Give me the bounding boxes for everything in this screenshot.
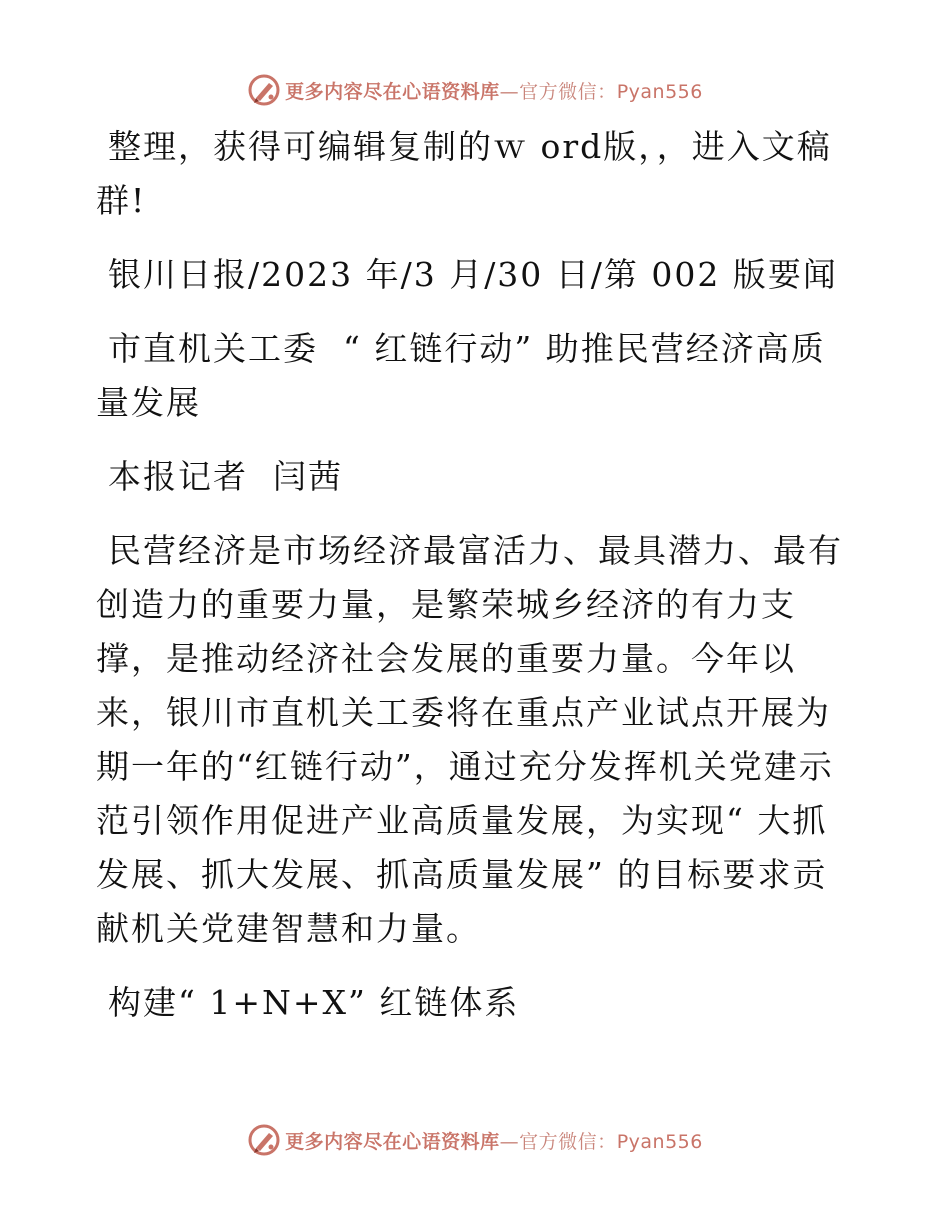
watermark-wechat-label: 官方微信： <box>519 80 617 103</box>
watermark-separator: — <box>499 1130 520 1153</box>
paragraph-body: 民营经济是市场经济最富活力、最具潜力、最有创造力的重要力量，是繁荣城乡经济的有力支撑，是推动经济社会发展的重要力量。今年以来，银川市直机关工委将在重点产业试点开展为期一年的“红链行动”，通过充分发挥机关党建示范引领作用促进产业高质量发展，为实现“ 大抓发展、抓大发展、抓高质量发展” 的目标要求贡献机关党建智慧和力量。 <box>96 531 843 948</box>
paragraph-notice: 整理，获得可编辑复制的ｗ ord版，，进入文稿群! <box>96 127 832 220</box>
watermark-brand: 更多内容尽在心语资料库 <box>285 80 500 103</box>
watermark-handle: Pyan556 <box>616 1130 703 1153</box>
watermark-separator: — <box>499 80 520 103</box>
pen-logo-icon <box>247 73 281 107</box>
watermark-text <box>285 1127 703 1154</box>
watermark-wechat-label: 官方微信： <box>519 1130 617 1153</box>
paragraph-source: 银川日报/2023 年/3 月/30 日/第 002 版要闻 <box>108 255 838 294</box>
footer-watermark <box>0 1120 950 1160</box>
article-byline: 本报记者 闫茜 <box>108 457 343 496</box>
pen-logo-icon <box>247 1123 281 1157</box>
watermark-text <box>285 77 703 104</box>
watermark-brand: 更多内容尽在心语资料库 <box>285 1130 500 1153</box>
section-heading: 构建“ 1+N+X” 红链体系 <box>108 983 520 1022</box>
article-title: 市直机关工委 “ 红链行动” 助推民营经济高质量发展 <box>96 329 826 422</box>
header-watermark <box>0 70 950 110</box>
watermark-handle: Pyan556 <box>616 80 703 103</box>
document-body <box>96 120 856 1050</box>
